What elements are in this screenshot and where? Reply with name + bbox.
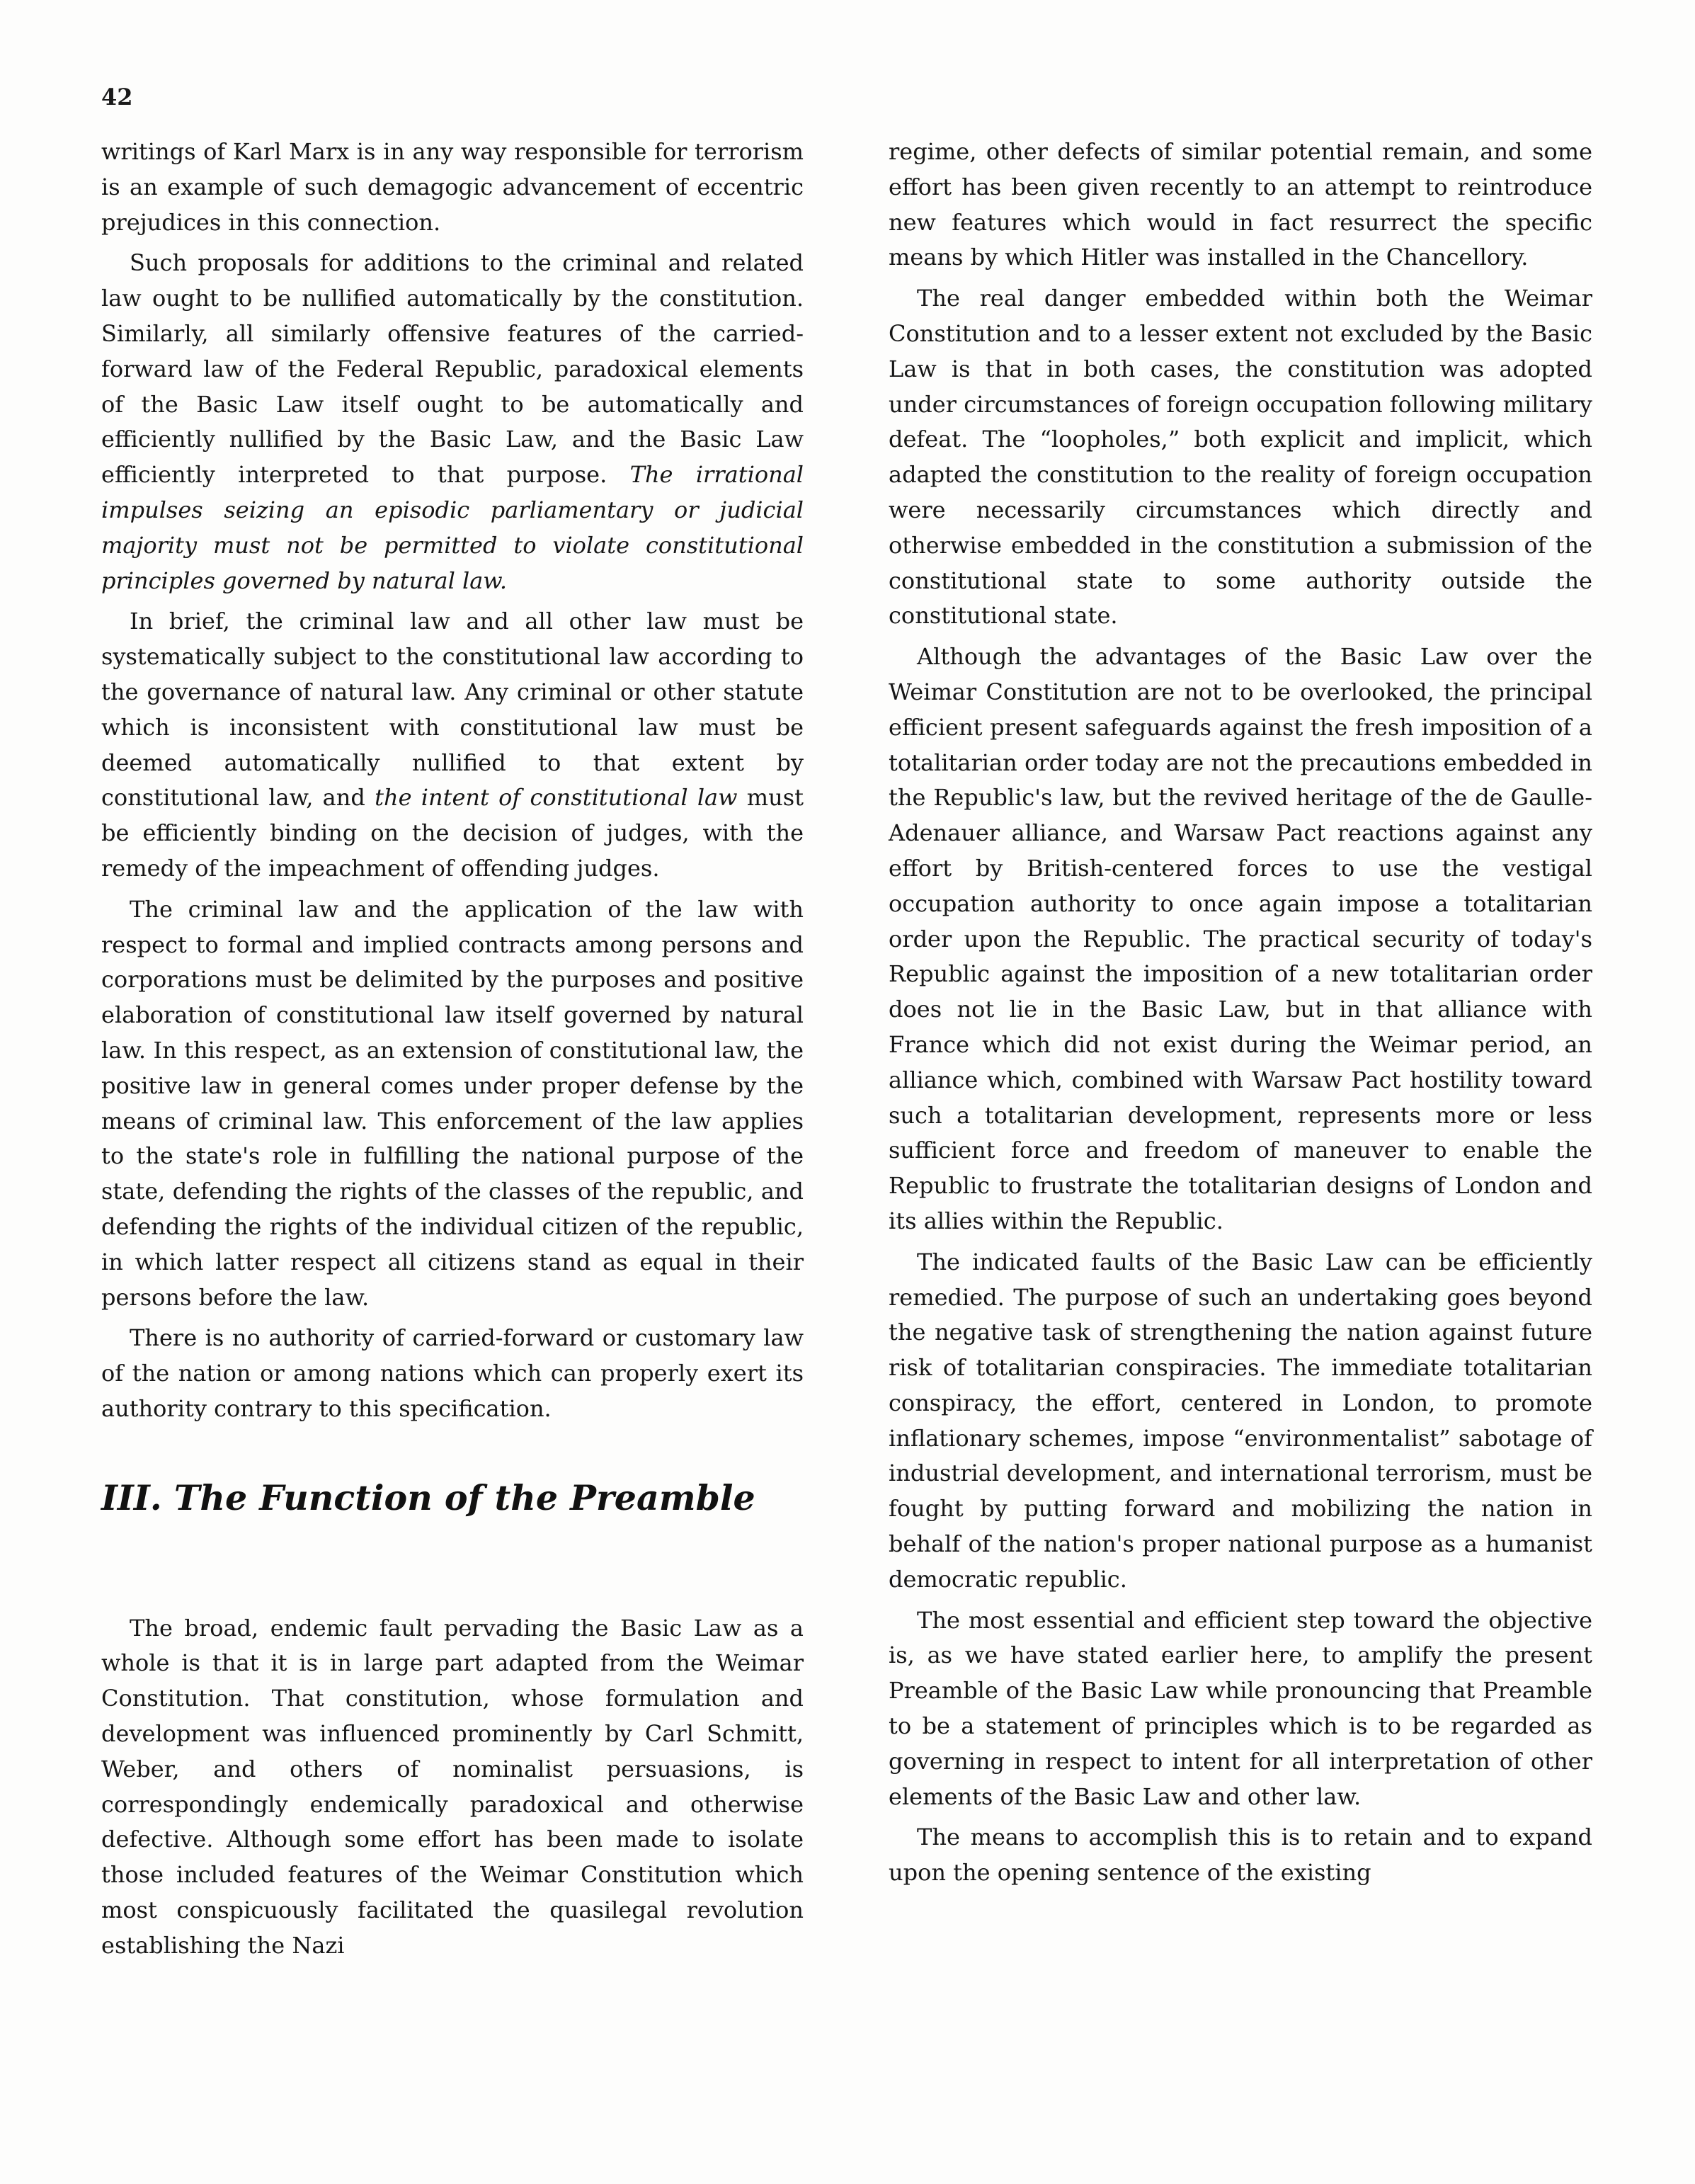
section-heading: III. The Function of the Preamble [101, 1477, 755, 1518]
paragraph [101, 604, 804, 886]
paragraph: The broad, endemic fault pervading the Basic Law as a whole is that it is in large part adapted from the Weimar Constitution. That constitution, whose formulation and development was influenced prominently by Carl Schmitt, Weber, and others of nominalist persuasions, is correspondingly endemically paradoxical and otherwise defective. Although some effort has been made to isolate those included features of the Weimar Constitution which most conspicuously facilitated the quasilegal revolution establishing the Nazi [101, 1614, 804, 1959]
italic-text: the intent of constitutional law [375, 784, 738, 812]
paragraph: writings of Karl Marx is in any way responsible for terrorism is an example of such demagogic advancement of eccentric prejudices in this connection. [101, 138, 804, 236]
page-number: 42 [101, 84, 133, 110]
paragraph-text: Such proposals for additions to the criminal and related law ought to be nullified automatically by the constitution. Similarly, all similarly offensive features of the carried-forward law of the Federal Republic, paradoxical elements of the Basic Law itself ought to be automatically and efficiently nullified by the Basic Law, and the Basic Law efficiently interpreted to that purpose. [101, 249, 804, 489]
paragraph: The most essential and efficient step toward the objective is, as we have stated earlier here, to amplify the present Preamble of the Basic Law while pronouncing that Preamble to be a statement of principles which is to be regarded as governing in respect to intent for all interpretation of other elements of the Basic Law and other law. [889, 1606, 1592, 1810]
right-column [889, 135, 1592, 1896]
paragraph: The means to accomplish this is to retain and to expand upon the opening sentence of the existing [889, 1824, 1592, 1887]
left-column [101, 135, 804, 1969]
paragraph: There is no authority of carried-forward or customary law of the nation or among nations which can properly exert its authority contrary to this specification. [101, 1324, 804, 1422]
paragraph: regime, other defects of similar potential remain, and some effort has been given recently to an attempt to reintroduce new features which would in fact resurrect the specific means by which Hitler was installed in the Chancellory. [889, 138, 1592, 271]
paragraph-text: In brief, the criminal law and all other law must be systematically subject to the constitutional law according to the governance of natural law. Any criminal or other statute which is inconsistent with constitutional law must be deemed automatically nullified to that extent by constitutional law, and [101, 608, 804, 812]
paragraph: The indicated faults of the Basic Law can be efficiently remedied. The purpose of such an undertaking goes beyond the negative task of strengthening the nation against future risk of totalitarian conspiracies. The immediate totalitarian conspiracy, the effort, centered in London, to promote inflationary schemes, impose “environmentalist” sabotage of industrial development, and international terrorism, must be fought by putting forward and mobilizing the nation in behalf of the nation's proper national purpose as a humanist democratic republic. [889, 1248, 1592, 1593]
paragraph: Although the advantages of the Basic Law over the Weimar Constitution are not to be overlooked, the principal efficient present safeguards against the fresh imposition of a totalitarian order today are not the precautions embedded in the Republic's law, but the revived heritage of the de Gaulle-Adenauer alliance, and Warsaw Pact reactions against any effort by British-centered forces to use the vestigal occupation authority to once again impose a totalitarian order upon the Republic. The practical security of today's Republic against the imposition of a new totalitarian order does not lie in the Basic Law, but in that alliance with France which did not exist during the Weimar period, an alliance which, combined with Warsaw Pact hostility toward such a totalitarian development, represents more or less sufficient force and freedom of maneuver to enable the Republic to frustrate the totalitarian designs of London and its allies within the Republic. [889, 643, 1592, 1234]
paragraph: The criminal law and the application of the law with respect to formal and implied contracts among persons and corporations must be delimited by the purposes and positive elaboration of constitutional law itself governed by natural law. In this respect, as an extension of constitutional law, the positive law in general comes under proper defense by the means of criminal law. This enforcement of the law applies to the state's role in fulfilling the national purpose of the state, defending the rights of the classes of the republic, and defending the rights of the individual citizen of the republic, in which latter respect all citizens stand as equal in their persons before the law. [101, 895, 804, 1311]
italic-text: The irrational impulses seizing an episodic parliamentary or judicial majority must not be permitted to violate constitutional principles governed by natural law. [101, 461, 804, 594]
paragraph [101, 246, 804, 598]
paragraph-text: must be efficiently binding on the decision of judges, with the remedy of the impeachment of offending judges. [101, 784, 804, 882]
paragraph: The real danger embedded within both the Weimar Constitution and to a lesser extent not excluded by the Basic Law is that in both cases, the constitution was adopted under circumstances of foreign occupation following military defeat. The “loopholes,” both explicit and implicit, which adapted the constitution to the reality of foreign occupation were necessarily circumstances which directly and otherwise embedded in the constitution a submission of the constitutional state to some authority outside the constitutional state. [889, 285, 1592, 630]
